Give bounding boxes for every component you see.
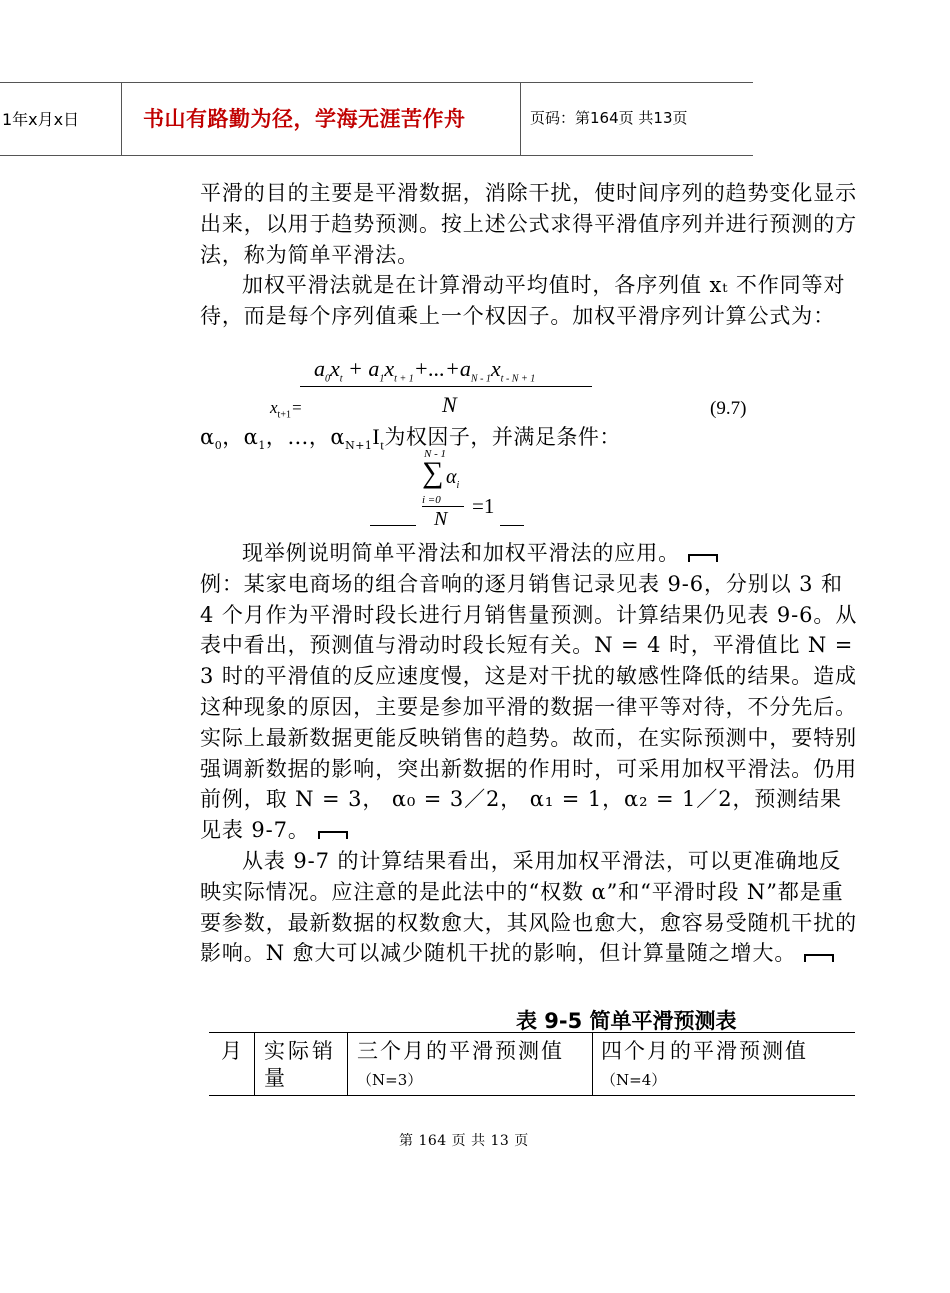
col-header-actual-sales-2: 量	[264, 1066, 285, 1090]
paragraph-example-text: 例：某家电商场的组合音响的逐月销售记录见表 9-6，分别以 3 和 4 个月作为平滑时段长进行月销售量预测。计算结果仍见表 9-6。从表中看出，预测值与滑动时段长短有关。N = 4 时，平滑值比 N = 3 时的平滑值的反应速度慢，这是对干扰的敏感性降低的结果。造成这种现象的原因，主要是参加平滑的数据一律平等对待，不分先后。实际上最新数据更能反映销售的趋势。故而，在实际预测中，要特别强调新数据的影响，突出新数据的作用时，可采用加权平滑法。仍用前例，取 N = 3， α₀ = 3／2， α₁ = 1，α₂ = 1／2，预测结果见表 9-7。	[200, 571, 858, 843]
header-motto: 书山有路勤为径，学海无涯苦作舟	[143, 107, 466, 131]
column-divider	[347, 1033, 348, 1095]
page-footer: 第 164 页 共 13 页	[399, 1133, 529, 1149]
column-divider	[592, 1033, 593, 1095]
header-page-info: 页码：第164页 共13页	[530, 109, 688, 127]
paragraph-mark-icon	[688, 554, 718, 562]
weights-line: $\alpha_0$，$\alpha_1$，…，$\alpha_{N+1}I_t$为权因子，并满足条件：	[200, 424, 621, 453]
paragraph-example	[200, 569, 860, 846]
formula-denominator: N	[442, 392, 457, 417]
formula-lhs: $x_{t+1}=$	[270, 398, 303, 421]
body-text-bottom	[200, 538, 860, 969]
equation-number: (9.7)	[710, 398, 747, 419]
sigma-symbol: ∑	[422, 456, 444, 489]
col-header-four-month-n: （N=4）	[601, 1071, 667, 1089]
paragraph-mark-icon	[804, 954, 834, 962]
col-header-three-month-n: （N=3）	[357, 1071, 423, 1089]
col-header-month: 月	[221, 1039, 242, 1063]
formula-numerator: $a_0x_t + a_1x_{t + 1}+...+a_{N - 1}x_{t - N + 1}$	[314, 356, 536, 385]
paragraph-conclusion	[200, 846, 860, 969]
rule-line	[500, 525, 524, 526]
col-header-actual-sales: 实际销	[264, 1039, 336, 1063]
weights-line-text: 为权因子，并满足条件：	[384, 425, 621, 449]
header-date: 1年x月x日	[2, 110, 80, 129]
table-caption: 表 9-5 简单平滑预测表	[516, 1009, 737, 1033]
col-header-four-month: 四个月的平滑预测值	[601, 1039, 808, 1063]
paragraph-weighted-smoothing: 加权平滑法就是在计算滑动平均值时，各序列值 xₜ 不作同等对待，而是每个序列值乘上一个权因子。加权平滑序列计算公式为：	[200, 273, 846, 329]
col-header-three-month: 三个月的平滑预测值	[357, 1039, 564, 1063]
sum-lower-limit: i =0	[422, 494, 441, 506]
sum-upper-limit: N - 1	[424, 448, 446, 460]
body-text-top	[200, 178, 860, 332]
column-divider	[254, 1033, 255, 1095]
sum-term: $\alpha_i$	[446, 466, 460, 491]
paragraph-example-intro	[200, 538, 860, 569]
paragraph-mark-icon	[318, 831, 348, 839]
condition-denominator: N	[434, 508, 448, 530]
rule-line	[370, 525, 416, 526]
smoothing-forecast-table	[209, 1032, 855, 1096]
header-divider	[121, 83, 122, 155]
fraction-bar	[422, 506, 464, 507]
paragraph-smoothing-purpose: 平滑的目的主要是平滑数据，消除干扰，使时间序列的趋势变化显示出来，以用于趋势预测。按上述公式求得平滑值序列并进行预测的方法，称为简单平滑法。	[200, 181, 857, 267]
fraction-bar	[300, 386, 592, 387]
page-header	[0, 82, 753, 156]
header-divider	[520, 83, 521, 155]
paragraph-conclusion-text: 从表 9-7 的计算结果看出，采用加权平滑法，可以更准确地反映实际情况。应注意的是此法中的“权数 α”和“平滑时段 N”都是重要参数，最新数据的权数愈大，其风险也愈大，愈容易受随机干扰的影响。N 愈大可以减少随机干扰的影响，但计算量随之增大。	[200, 848, 857, 966]
paragraph-example-intro-text: 现举例说明简单平滑法和加权平滑法的应用。	[242, 541, 680, 565]
condition-result: =1	[472, 494, 495, 518]
